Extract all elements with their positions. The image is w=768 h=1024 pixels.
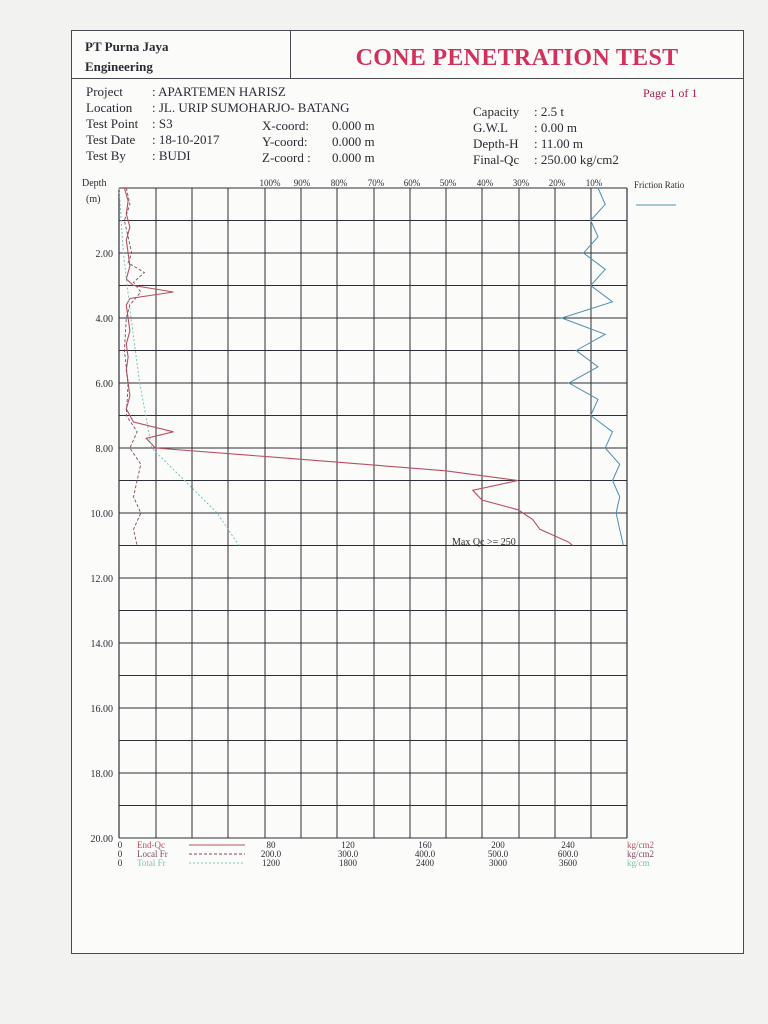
depth-tick-label: 10.00: [90, 509, 113, 520]
location-value: : JL. URIP SUMOHARJO- BATANG: [152, 100, 350, 115]
page-number: Page 1 of 1: [643, 86, 698, 100]
depth-tick-label: 16.00: [90, 704, 113, 715]
depth-h-value: : 11.00 m: [534, 136, 583, 151]
test-by-value: : BUDI: [152, 148, 191, 163]
depth-tick-label: 8.00: [95, 444, 113, 455]
scale-tick-label: 1800: [339, 858, 357, 868]
scale-zero-label: 0: [117, 840, 123, 850]
depth-tick-label: 12.00: [90, 574, 113, 585]
scale-unit-label: kg/cm: [627, 858, 650, 868]
location-label: Location: [86, 100, 133, 115]
friction-ratio-tick-label: 10%: [585, 178, 603, 188]
scale-tick-label: 80: [266, 840, 276, 850]
final-qc-label: Final-Qc: [473, 152, 520, 167]
legend-label: Local Fr: [137, 849, 168, 859]
scale-tick-label: 2400: [416, 858, 434, 868]
test-by-label: Test By: [86, 148, 126, 163]
series-line-friction-ratio: [562, 188, 624, 546]
scale-tick-label: 200.0: [260, 849, 282, 859]
test-point-label: Test Point: [86, 116, 139, 131]
scale-tick-label: 400.0: [414, 849, 436, 859]
scale-tick-label: 200: [491, 840, 505, 850]
company-name: PT Purna Jaya: [85, 39, 169, 54]
gwl-label: G.W.L: [473, 120, 508, 135]
project-value: : APARTEMEN HARISZ: [152, 84, 286, 99]
scale-tick-label: 500.0: [487, 849, 509, 859]
max-qc-annotation: Max Qc >= 250: [452, 537, 516, 548]
x-coord-value: 0.000 m: [332, 118, 375, 133]
depth-tick-label: 6.00: [95, 379, 113, 390]
friction-ratio-title: Friction Ratio: [634, 180, 685, 190]
y-coord-label: Y-coord:: [262, 134, 308, 149]
series-line-local-fr: [124, 188, 144, 546]
depth-tick-label: 20.00: [90, 834, 113, 845]
scale-zero-label: 0: [117, 858, 123, 868]
scale-tick-label: 1200: [262, 858, 280, 868]
test-date-label: Test Date: [86, 132, 136, 147]
capacity-label: Capacity: [473, 104, 520, 119]
z-coord-label: Z-coord :: [262, 150, 311, 165]
final-qc-value: : 250.00 kg/cm2: [534, 152, 619, 167]
test-date-value: : 18-10-2017: [152, 132, 220, 147]
scale-zero-label: 0: [117, 849, 123, 859]
y-coord-value: 0.000 m: [332, 134, 375, 149]
scale-tick-label: 300.0: [337, 849, 359, 859]
z-coord-value: 0.000 m: [332, 150, 375, 165]
depth-axis-unit: (m): [86, 194, 101, 205]
x-coord-label: X-coord:: [262, 118, 309, 133]
scale-tick-label: 3600: [559, 858, 577, 868]
friction-ratio-tick-label: 20%: [548, 178, 566, 188]
depth-h-label: Depth-H: [473, 136, 519, 151]
test-point-value: : S3: [152, 116, 173, 131]
report-title: CONE PENETRATION TEST: [355, 45, 679, 71]
legend-label: Total Fr: [137, 858, 166, 868]
depth-tick-label: 18.00: [90, 769, 113, 780]
gwl-value: : 0.00 m: [534, 120, 577, 135]
friction-ratio-tick-label: 40%: [476, 178, 494, 188]
legend-label: End-Qc: [137, 840, 165, 850]
scale-unit-label: kg/cm2: [627, 840, 654, 850]
company-division: Engineering: [85, 59, 153, 74]
project-label: Project: [86, 84, 123, 99]
capacity-value: : 2.5 t: [534, 104, 564, 119]
scale-tick-label: 600.0: [557, 849, 579, 859]
friction-ratio-tick-label: 70%: [367, 178, 385, 188]
scale-tick-label: 3000: [489, 858, 507, 868]
depth-tick-label: 14.00: [90, 639, 113, 650]
depth-tick-label: 2.00: [95, 249, 113, 260]
scale-tick-label: 240: [561, 840, 575, 850]
scale-unit-label: kg/cm2: [627, 849, 654, 859]
scale-tick-label: 120: [341, 840, 355, 850]
scale-tick-label: 160: [418, 840, 432, 850]
friction-ratio-tick-label: 90%: [293, 178, 311, 188]
friction-ratio-tick-label: 30%: [512, 178, 530, 188]
depth-tick-label: 4.00: [95, 314, 113, 325]
depth-axis-title: Depth: [82, 178, 107, 189]
friction-ratio-tick-label: 100%: [259, 178, 281, 188]
friction-ratio-tick-label: 50%: [439, 178, 457, 188]
series-line-total-fr: [119, 188, 239, 546]
friction-ratio-tick-label: 80%: [330, 178, 348, 188]
friction-ratio-tick-label: 60%: [403, 178, 421, 188]
